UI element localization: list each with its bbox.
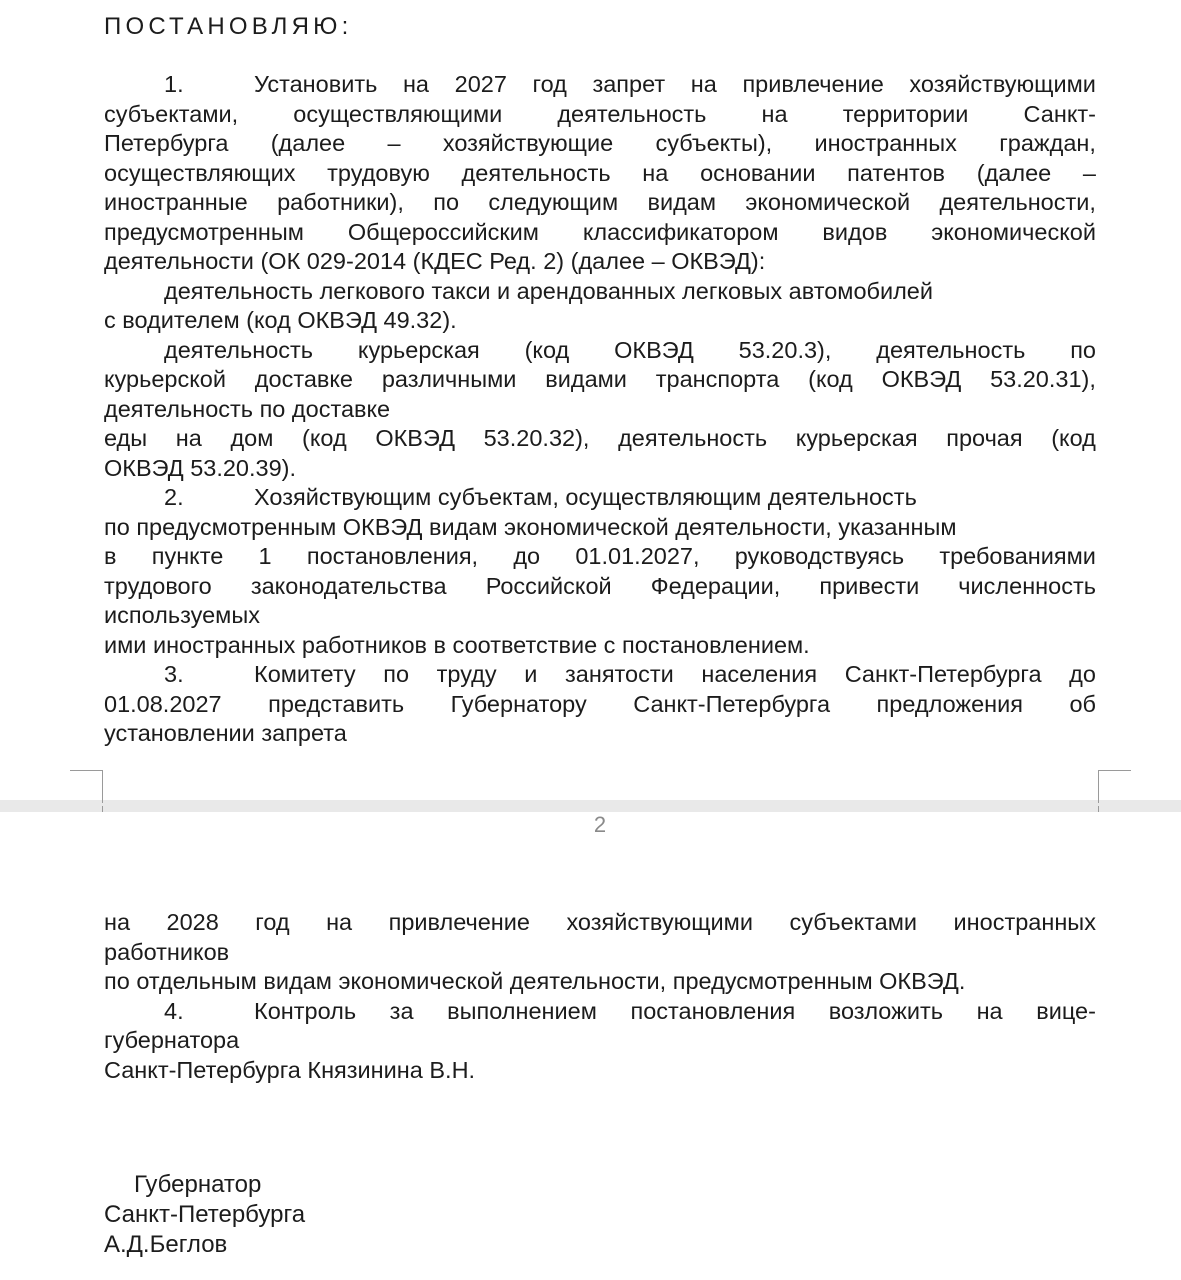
- word: доставке: [254, 366, 353, 392]
- word: иностранные: [104, 189, 248, 215]
- text-line: [104, 967, 1096, 997]
- signature-block: [104, 1170, 305, 1260]
- word: (код: [1051, 425, 1096, 451]
- word: хозяйствующими: [566, 909, 753, 935]
- word: на: [175, 425, 202, 451]
- text-line: [104, 601, 1096, 631]
- signature-city: Санкт-Петербурга: [104, 1201, 306, 1228]
- word: по: [1070, 336, 1096, 363]
- text-line: [104, 454, 1096, 484]
- text-line: [104, 997, 1096, 1027]
- word: еды: [104, 425, 148, 451]
- line-text: губернатора: [104, 1027, 240, 1053]
- word: 01.01.2027,: [575, 543, 700, 569]
- word: видов: [822, 218, 888, 245]
- word: и: [524, 661, 538, 687]
- word: численность: [958, 572, 1096, 599]
- line-text: ими иностранных работников в соответствие с постановлением.: [104, 631, 810, 658]
- word: постановления: [630, 997, 796, 1024]
- word: курьерская: [795, 425, 918, 451]
- text-line: [104, 1026, 1096, 1056]
- word: год: [532, 71, 567, 97]
- text-line: [104, 660, 1096, 690]
- page-1-body-text: [104, 70, 1096, 749]
- line-text: используемых: [104, 602, 260, 628]
- word: деятельность: [461, 159, 611, 186]
- word: на: [402, 71, 430, 97]
- page-corner-mark: [70, 770, 103, 803]
- item-first-line: [254, 660, 1096, 690]
- line-text: деятельность по доставке: [104, 395, 391, 422]
- line-text: работников: [104, 938, 230, 965]
- word: экономической: [745, 189, 911, 215]
- word: руководствуясь: [734, 543, 905, 569]
- line-text: по предусмотренным ОКВЭД видам экономической деятельности, указанным: [104, 513, 957, 540]
- word: ОКВЭД: [375, 425, 455, 451]
- word: территории: [842, 100, 969, 127]
- word: Петербурга: [104, 130, 229, 156]
- word: в: [104, 543, 117, 569]
- text-line: [104, 365, 1096, 395]
- word: (код: [524, 336, 570, 363]
- text-line: [104, 908, 1096, 938]
- word: иностранных: [814, 130, 957, 156]
- word: постановления,: [306, 543, 479, 569]
- item-number: 4.: [164, 997, 184, 1024]
- word: патентов: [847, 159, 946, 186]
- word: курьерской: [104, 366, 226, 392]
- word: транспорта: [655, 366, 780, 392]
- word: Общероссийским: [347, 218, 539, 245]
- word: населения: [701, 661, 818, 687]
- word: иностранных: [953, 909, 1096, 935]
- word: граждан,: [999, 130, 1096, 156]
- word: Российской: [485, 572, 612, 599]
- word: труду: [436, 661, 497, 687]
- line-text: деятельности (ОК 029-2014 (КДЕС Ред. 2) (далее – ОКВЭД):: [104, 248, 766, 274]
- word: предложения: [876, 690, 1023, 717]
- word: возложить: [828, 997, 943, 1024]
- word: законодательства: [250, 572, 447, 599]
- line-text: ОКВЭД 53.20.39).: [104, 454, 297, 481]
- word: на: [642, 159, 669, 186]
- word: привлечение: [388, 909, 530, 935]
- line-text: с водителем (код ОКВЭД 49.32).: [104, 307, 457, 333]
- word: Губернатору: [450, 690, 587, 717]
- signature-title: Губернатор: [134, 1171, 262, 1198]
- text-line: [104, 277, 1096, 307]
- text-line: [104, 100, 1096, 130]
- text-line: [104, 218, 1096, 248]
- word: на: [976, 997, 1003, 1024]
- word: представить: [268, 690, 405, 717]
- word: субъектами: [789, 909, 918, 935]
- word: на: [761, 100, 788, 127]
- page-2-body-text: [104, 908, 1096, 1085]
- text-line: [104, 938, 1096, 968]
- word: ОКВЭД: [614, 336, 694, 363]
- word: деятельность: [618, 425, 768, 451]
- word: 53.20.3),: [738, 336, 832, 363]
- word: на: [326, 909, 353, 935]
- text-line: [104, 719, 1096, 749]
- text-line: [104, 70, 1096, 100]
- decree-heading: ПОСТАНОВЛЯЮ:: [104, 13, 353, 40]
- text-line: [104, 306, 1096, 336]
- word: привлечение: [742, 71, 884, 97]
- item-number: 2.: [164, 484, 184, 510]
- word: курьерская: [357, 336, 480, 363]
- word: об: [1069, 690, 1096, 717]
- word: до: [1069, 661, 1096, 687]
- word: требованиями: [939, 543, 1096, 569]
- word: до: [513, 543, 541, 569]
- word: запрет: [592, 71, 666, 97]
- word: видам: [647, 189, 717, 215]
- item-number: 1.: [164, 71, 184, 97]
- text-line: [104, 247, 1096, 277]
- word: 53.20.32),: [483, 425, 590, 451]
- item-first-line: [254, 997, 1096, 1027]
- word: (далее: [976, 159, 1052, 186]
- word: (код: [808, 366, 853, 392]
- text-line: [104, 395, 1096, 425]
- word: (код: [302, 425, 347, 451]
- signature-name: А.Д.Беглов: [104, 1231, 228, 1258]
- word: субъектами,: [104, 100, 239, 127]
- text-line: [104, 483, 1096, 513]
- text-line: [104, 572, 1096, 602]
- text-line: [104, 631, 1096, 661]
- word: прочая: [946, 425, 1023, 451]
- word: на: [104, 909, 131, 935]
- word: 01.08.2027: [104, 690, 222, 717]
- word: 53.20.31),: [990, 366, 1096, 392]
- word: деятельность: [876, 336, 1026, 363]
- word: трудовую: [327, 159, 430, 186]
- word: за: [389, 997, 414, 1024]
- text-line: [104, 513, 1096, 543]
- word: видами: [545, 366, 627, 392]
- word: (далее: [270, 130, 346, 156]
- word: основании: [700, 159, 816, 186]
- word: Комитету: [254, 661, 356, 687]
- text-line: [104, 542, 1096, 572]
- word: привести: [819, 572, 920, 599]
- word: Санкт-Петербурга: [633, 690, 831, 717]
- item-first-line: [254, 70, 1096, 100]
- text-line: [104, 336, 1096, 366]
- word: предусмотренным: [104, 218, 304, 245]
- word: трудового: [104, 572, 212, 599]
- word: Федерации,: [650, 572, 781, 599]
- word: осуществляющими: [293, 100, 503, 127]
- word: Контроль: [254, 997, 357, 1024]
- word: деятельность: [557, 100, 707, 127]
- text-line: [104, 129, 1096, 159]
- word: по: [433, 189, 460, 215]
- word: год: [255, 909, 290, 935]
- word: ОКВЭД: [881, 366, 962, 392]
- text-line: [104, 1056, 1096, 1086]
- word: выполнением: [447, 997, 597, 1024]
- word: Установить: [254, 71, 378, 97]
- word: 2028: [166, 909, 219, 935]
- word: различными: [381, 366, 517, 392]
- text-line: [104, 424, 1096, 454]
- text-line: [104, 159, 1096, 189]
- page-break-gap: [0, 800, 1181, 812]
- word: пункте: [151, 543, 224, 569]
- word: занятости: [565, 661, 674, 687]
- word: на: [690, 71, 717, 97]
- word: Санкт-: [1023, 100, 1096, 127]
- line-text: по отдельным видам экономической деятельности, предусмотренным ОКВЭД.: [104, 968, 966, 994]
- word: –: [387, 130, 401, 156]
- word: осуществляющих: [104, 159, 296, 186]
- text-line: [104, 690, 1096, 720]
- word: дом: [230, 425, 274, 451]
- word: деятельность: [164, 336, 314, 363]
- line-text: деятельность легкового такси и арендованных легковых автомобилей: [164, 277, 934, 304]
- line-text: установлении запрета: [104, 720, 347, 746]
- word: хозяйствующие: [442, 130, 614, 156]
- line-text: Санкт-Петербурга Князинина В.Н.: [104, 1056, 476, 1083]
- word: деятельности,: [939, 189, 1096, 215]
- word: Санкт-Петербурга: [844, 661, 1042, 687]
- word: субъекты),: [655, 130, 773, 156]
- line-text: Хозяйствующим субъектам, осуществляющим деятельность: [254, 484, 917, 510]
- page-corner-mark: [1098, 770, 1131, 803]
- item-number: 3.: [164, 661, 184, 687]
- word: 2027: [454, 71, 507, 97]
- word: следующим: [488, 189, 619, 215]
- text-line: [104, 188, 1096, 218]
- word: 1: [258, 543, 272, 569]
- word: экономической: [931, 218, 1096, 245]
- word: хозяйствующими: [909, 71, 1096, 97]
- word: вице-: [1036, 997, 1096, 1024]
- word: –: [1082, 159, 1096, 186]
- word: работники),: [277, 189, 404, 215]
- word: классификатором: [582, 218, 779, 245]
- page-number: 2: [593, 812, 607, 837]
- word: по: [383, 661, 410, 687]
